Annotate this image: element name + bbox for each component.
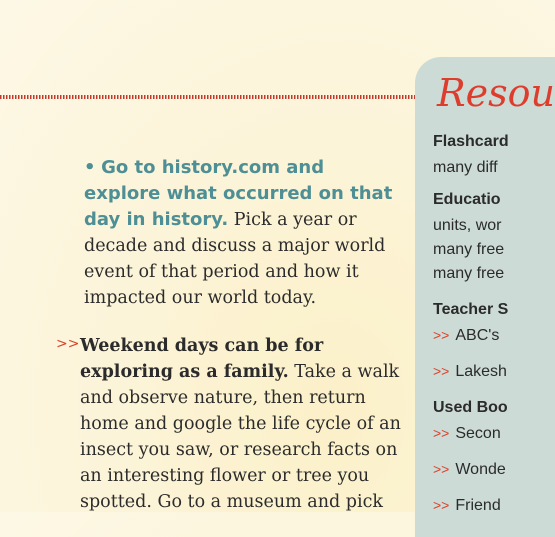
sidebar-link-second[interactable]: >> Secon [433, 425, 501, 442]
sidebar-link-friends[interactable]: >> Friend [433, 497, 501, 514]
sidebar-link-lakeshore[interactable]: >> Lakesh [433, 363, 507, 380]
sidebar-heading-used-books: Used Boo [433, 399, 508, 416]
weekend-tip-body: Take a walk and observe nature, then return home and google the life cycle of an insect you saw, or research facts on an interesting flower or tree you spotted. Go to a museum and pick [80, 362, 401, 512]
sidebar-heading-education: Educatio [433, 191, 501, 208]
chevron-icon: >> [433, 461, 450, 477]
resources-sidebar [415, 57, 555, 537]
history-tip-body: Pick a year or decade and discuss a major world event of that period and how it impacted our world today. [84, 210, 386, 308]
history-link-text[interactable]: Go to history.com and explore what occurred on that day in history. [84, 157, 393, 230]
history-tip [84, 155, 404, 311]
sidebar-heading-flashcards: Flashcard [433, 133, 509, 150]
sidebar-heading-teacher: Teacher S [433, 301, 509, 318]
sidebar-text: many free [433, 265, 505, 282]
chevron-icon: >> [433, 363, 450, 379]
chevron-icon: >> [433, 497, 450, 513]
sidebar-link-abcs[interactable]: >> ABC's [433, 327, 500, 344]
sidebar-title: Resou [437, 71, 555, 115]
chevron-icon: >> [433, 425, 450, 441]
sidebar-link-wonder[interactable]: >> Wonde [433, 461, 506, 478]
sidebar-text: many free [433, 241, 505, 258]
bullet-marker: • [84, 157, 96, 178]
chevron-icon: >> [56, 336, 80, 352]
chevron-icon: >> [433, 327, 450, 343]
weekend-tip-heading: Weekend days can be for exploring as a family. [80, 336, 324, 382]
sidebar-text: units, wor [433, 217, 502, 234]
sidebar-text: many diff [433, 159, 498, 176]
weekend-tip [80, 333, 410, 515]
